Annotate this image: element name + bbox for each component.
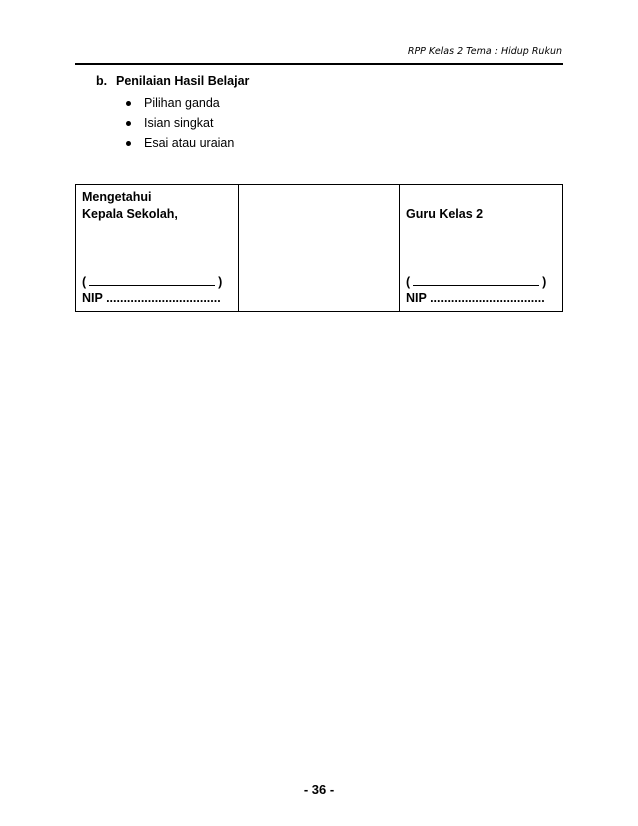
principal-nip: NIP ................................. (82, 291, 221, 305)
list-item-label: Pilihan ganda (144, 96, 220, 110)
name-underline (413, 274, 539, 286)
principal-acknowledge-label: Mengetahui (82, 190, 152, 204)
signature-cell-teacher (400, 185, 562, 311)
principal-title: Kepala Sekolah, (82, 207, 178, 221)
bullet-icon (126, 121, 131, 126)
list-item (123, 113, 234, 133)
name-close-paren: ) (218, 275, 223, 289)
bullet-icon (126, 101, 131, 106)
running-header: RPP Kelas 2 Tema : Hidup Rukun (407, 46, 562, 57)
list-item-label: Esai atau uraian (144, 136, 235, 150)
teacher-title: Guru Kelas 2 (406, 207, 484, 221)
bullet-icon (126, 141, 131, 146)
name-open-paren: ( (82, 275, 87, 289)
name-underline (89, 274, 215, 286)
section-letter: b. (96, 74, 108, 88)
header-rule (75, 63, 563, 65)
list-item (123, 133, 234, 153)
teacher-name-line (406, 274, 546, 289)
page-number: - 36 - (303, 782, 335, 797)
section-title: Penilaian Hasil Belajar (116, 74, 250, 88)
list-item (123, 93, 234, 113)
principal-name-line (82, 274, 222, 289)
section-heading (96, 74, 249, 88)
signature-table (75, 184, 563, 312)
name-open-paren: ( (406, 275, 411, 289)
assessment-list (123, 93, 234, 153)
signature-cell-empty (239, 185, 400, 311)
teacher-nip: NIP ................................. (406, 291, 545, 305)
list-item-label: Isian singkat (144, 116, 214, 130)
signature-cell-principal (76, 185, 239, 311)
name-close-paren: ) (542, 275, 547, 289)
